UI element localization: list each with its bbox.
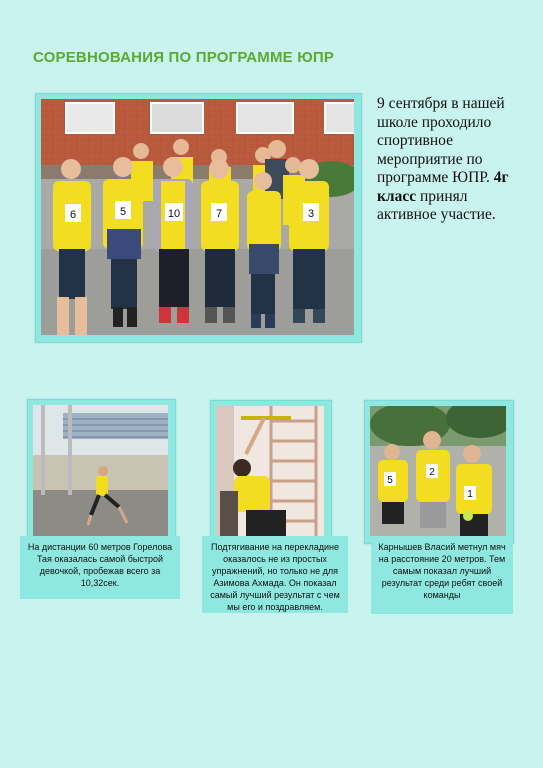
bib-number: 5: [387, 475, 393, 486]
bib-number: 3: [307, 208, 315, 220]
bib-number: 2: [429, 467, 435, 478]
class-label: 4г класс: [377, 169, 509, 205]
group-photo: [41, 99, 356, 337]
throw-photo-frame: [364, 400, 514, 544]
intro-text: [377, 95, 527, 225]
run-photo-frame: [27, 399, 176, 544]
run-caption: На дистанции 60 метров Горелова Тая оказалась самой быстрой девочкой, пробежав всего за 10,32сек.: [20, 536, 180, 599]
run-photo: [33, 405, 170, 538]
pullup-caption: Подтягивание на перекладине оказалось не из простых упражнений, но только не для Азимова Ахмада. Он показал самый лучший результат с чем мы его и поздравляем.: [202, 536, 348, 613]
pullup-photo-image: [216, 406, 324, 536]
group-photo-frame: [35, 93, 362, 343]
throw-photo-image: [370, 406, 506, 536]
run-photo-image: [33, 405, 168, 536]
page-title: СОРЕВНОВАНИЯ ПО ПРОГРАММЕ ЮПР: [33, 49, 335, 66]
group-photo-image: [41, 99, 354, 335]
bib-number: 10: [167, 208, 181, 220]
bib-number: 5: [119, 206, 127, 218]
bib-number: 6: [69, 209, 77, 221]
intro-part2: принял активное участие.: [377, 187, 496, 223]
throw-photo: [370, 406, 508, 538]
pullup-photo: [216, 406, 326, 538]
throw-caption: Карнышев Власий метнул мяч на расстояние 20 метров. Тем самым показал лучший результат среди ребят своей команды: [371, 536, 513, 614]
intro-part1: 9 сентября в нашей школе проходило спортивное мероприятие по программе ЮПР.: [377, 95, 505, 186]
bib-number: 7: [215, 208, 223, 220]
pullup-photo-frame: [210, 400, 332, 544]
bib-number: 1: [467, 489, 473, 500]
